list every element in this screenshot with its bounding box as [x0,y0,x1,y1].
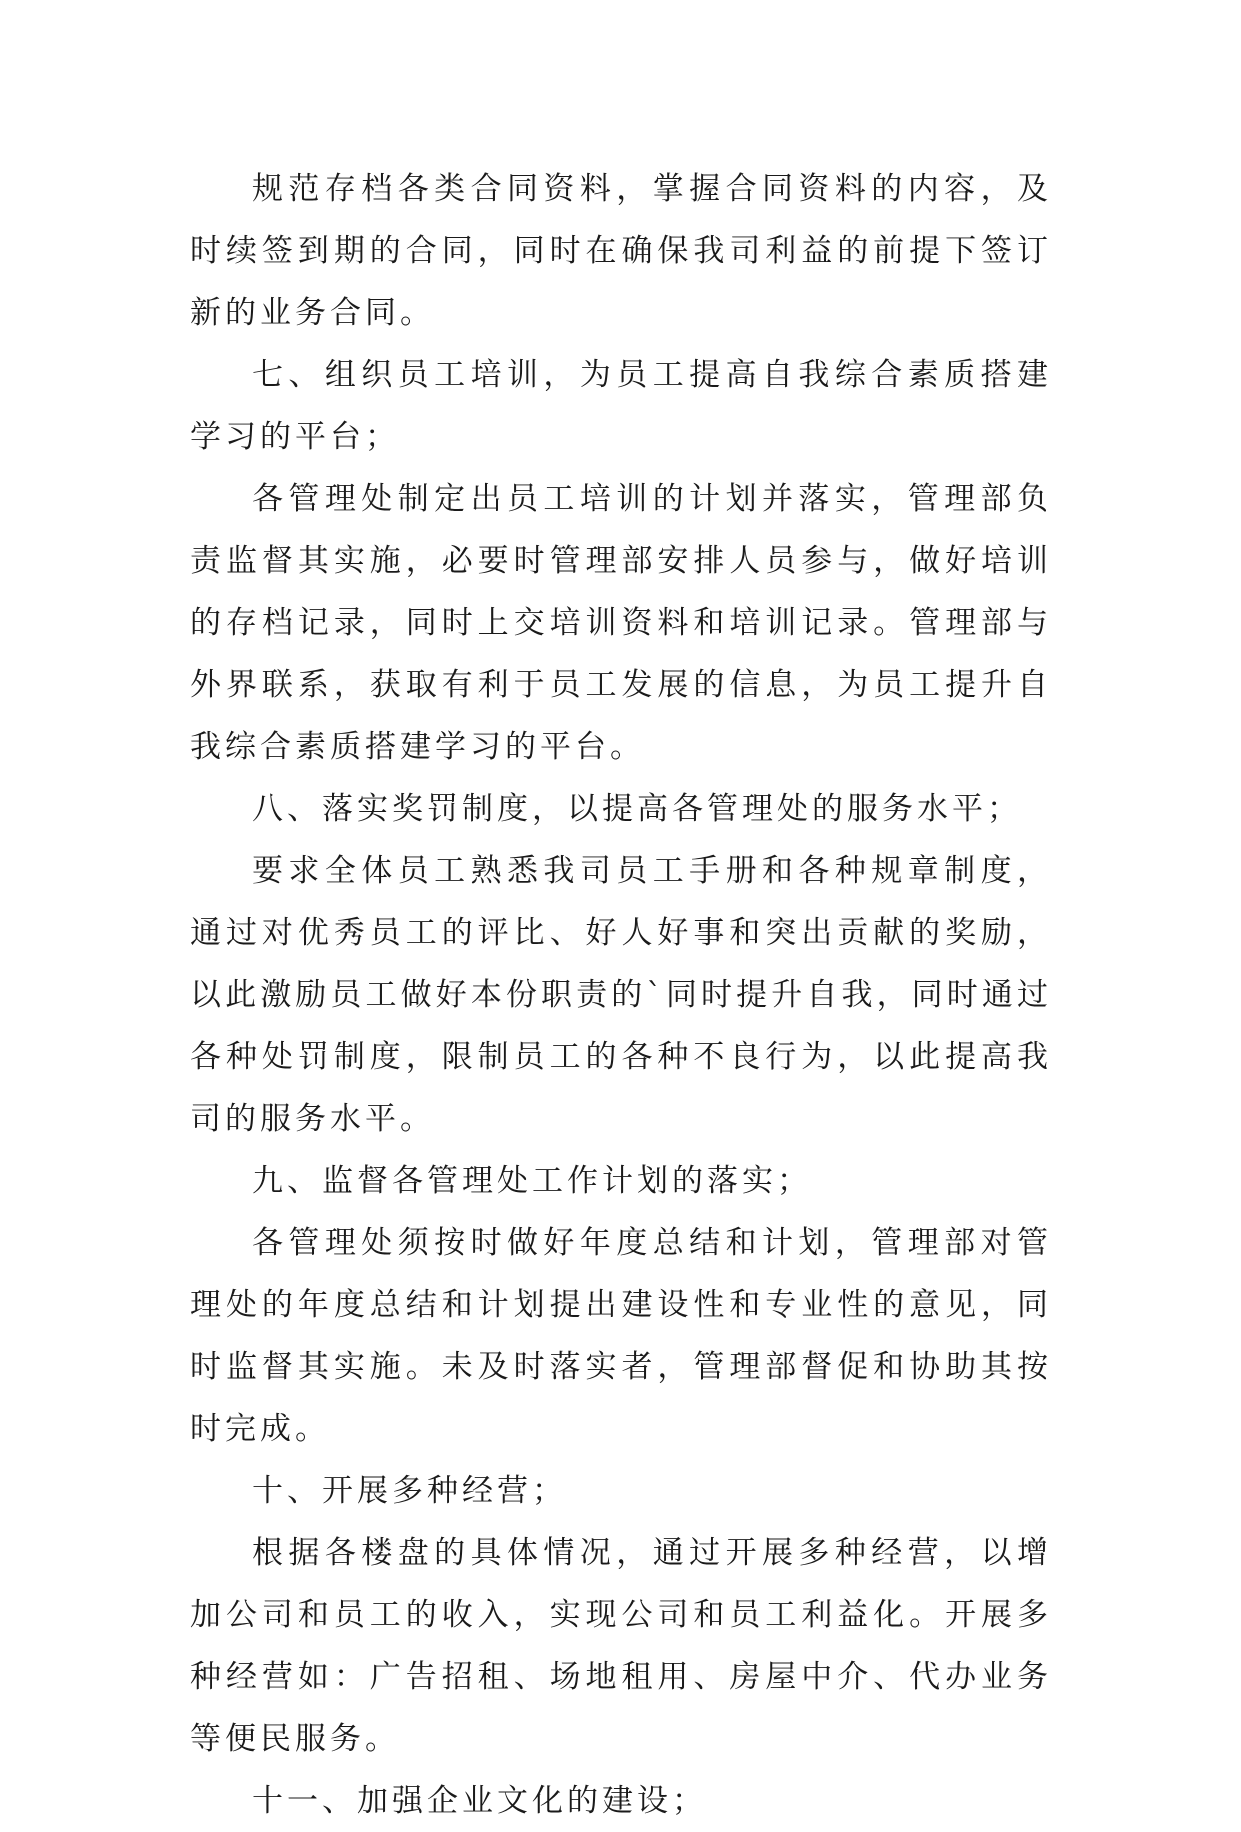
heading-ten-diversified-business: 十、开展多种经营； [252,1473,567,1509]
paragraph-contract-archiving: 规范存档各类合同资料，掌握合同资料的内容，及时续签到期的合同，同时在确保我司利益的前提下签订新的业务合同。 [190,171,1052,331]
paragraph-rewards-penalties: 要求全体员工熟悉我司员工手册和各种规章制度，通过对优秀员工的评比、好人好事和突出贡献的奖励，以此激励员工做好本份职责的`同时提升自我，同时通过各种处罚制度，限制员工的各种不良行为，以此提高我司的服务水平。 [190,853,1052,1137]
heading-eight-rewards-penalties: 八、落实奖罚制度，以提高各管理处的服务水平； [252,791,1022,827]
heading-nine-plan-supervision: 九、监督各管理处工作计划的落实； [252,1163,812,1199]
heading-eleven-corporate-culture: 十一、加强企业文化的建设； [252,1783,707,1819]
paragraph-staff-training: 各管理处制定出员工培训的计划并落实，管理部负责监督其实施，必要时管理部安排人员参与，做好培训的存档记录，同时上交培训资料和培训记录。管理部与外界联系，获取有利于员工发展的信息，为员工提升自我综合素质搭建学习的平台。 [190,481,1052,765]
paragraph-plan-supervision: 各管理处须按时做好年度总结和计划，管理部对管理处的年度总结和计划提出建设性和专业性的意见，同时监督其实施。未及时落实者，管理部督促和协助其按时完成。 [190,1225,1052,1447]
heading-seven-staff-training: 七、组织员工培训，为员工提高自我综合素质搭建学习的平台； [190,357,1052,455]
paragraph-diversified-business: 根据各楼盘的具体情况，通过开展多种经营，以增加公司和员工的收入，实现公司和员工利益化。开展多种经营如：广告招租、场地租用、房屋中介、代办业务等便民服务。 [190,1535,1052,1757]
document-body [190,158,1052,1832]
